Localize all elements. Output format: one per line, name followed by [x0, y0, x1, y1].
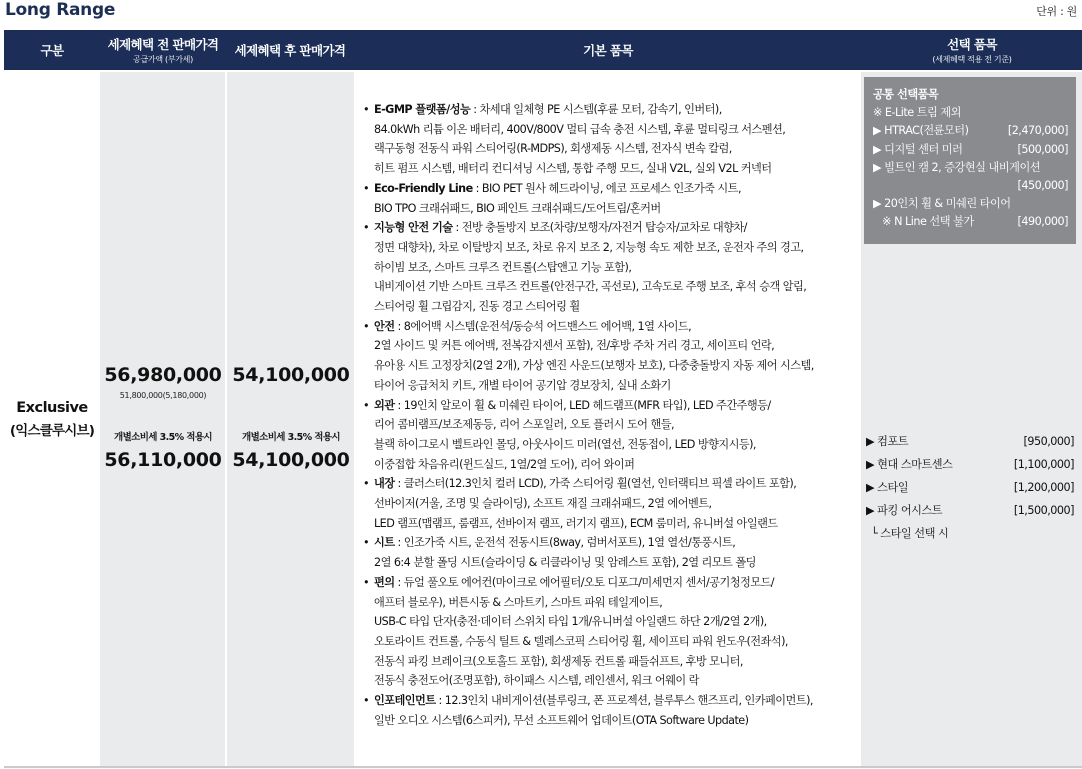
basic-item-line: [374, 396, 857, 416]
common-option-name: ▶ 디지털 센터 미러: [873, 142, 963, 156]
basic-item-text: 블랙 하이그로시 벨트라인 몰딩, 아웃사이드 미러(열선, 전동접이, LED 방향지시등),: [374, 437, 756, 451]
basic-item-line: [374, 139, 857, 159]
common-option-price: [450,000]: [1017, 179, 1068, 193]
common-option-name: ▶ HTRAC(전륜모터): [873, 124, 969, 138]
header-basic-items: [354, 30, 862, 70]
common-option-row: [873, 195, 1068, 213]
basic-item-line: [374, 376, 857, 396]
basic-item-text: 이중접합 차음유리(윈드실드, 1열/2열 도어), 리어 와이퍼: [374, 457, 635, 471]
option-row: [866, 476, 1074, 499]
basic-item-line: [374, 356, 857, 376]
option-price: [1,200,000]: [1013, 481, 1074, 494]
basic-item-text: : 8에어백 시스템(운전석/동승석 어드밴스드 에어백, 1열 사이드,: [394, 319, 692, 333]
basic-item-text: 유아용 시트 고정장치(2열 2개), 가상 엔진 사운드(보행자 보호), 다중충돌방지 자동 제어 시스템,: [374, 359, 814, 373]
basic-item-line: [374, 494, 857, 514]
basic-item-text: : 19인치 알로이 휠 & 미쉐린 타이어, LED 헤드램프(MFR 타입), LED 주간주행등/: [394, 398, 771, 412]
basic-item-line: [374, 435, 857, 455]
basic-item-line: [374, 593, 857, 613]
basic-item: [362, 573, 857, 691]
option-name: ▶ 스타일: [866, 481, 909, 494]
basic-item-line: [374, 100, 857, 120]
header-price-after: [226, 30, 354, 70]
header-options-sub: (세제혜택 적용 전 기준): [932, 55, 1012, 64]
common-option-row: [873, 141, 1068, 159]
basic-item-line: [374, 317, 857, 337]
basic-item-text: 스티어링 휠 그립감지, 진동 경고 스티어링 휠: [374, 300, 580, 314]
header-basic-items-label: 기본 품목: [583, 43, 633, 58]
price-after-tax: 54,100,000: [232, 449, 350, 471]
basic-item-text: 랙구동형 전동식 파워 스티어링(R-MDPS), 회생제동 시스템, 전자식 변속 칼럼,: [374, 142, 732, 156]
page-title: Long Range: [5, 0, 116, 20]
price-after-column: [227, 72, 354, 766]
basic-item-text: 선바이저(거울, 조명 및 슬라이딩), 소프트 재질 크래쉬패드, 2열 에어벤트,: [374, 497, 712, 511]
basic-item: [362, 317, 857, 396]
price-before: 56,980,000: [104, 364, 222, 386]
header-options-label: 선택 품목: [947, 37, 997, 52]
basic-items-list: [362, 100, 857, 731]
basic-item-line: [374, 691, 857, 711]
option-price: [1,100,000]: [1013, 458, 1074, 471]
common-options-title: 공통 선택품목: [873, 88, 939, 101]
common-option-row: [873, 177, 1068, 195]
basic-item-line: [374, 120, 857, 140]
basic-item-text: 84.0kWh 리튬 이온 배터리, 400V/800V 멀티 급속 충전 시스템, 후륜 멀티링크 서스펜션,: [374, 122, 786, 136]
basic-item-text: LED 램프(맵램프, 룸램프, 선바이저 램프, 러기지 램프), ECM 룸미러, 유니버설 아일랜드: [374, 516, 778, 530]
basic-item-text: 전동식 파킹 브레이크(오토홀드 포함), 회생제동 컨트롤 패들쉬프트, 후방 모니터,: [374, 654, 743, 668]
common-option-price: [500,000]: [1017, 142, 1068, 156]
basic-item-text: : 차세대 일체형 PE 시스템(후륜 모터, 감속기, 인버터),: [470, 103, 722, 116]
basic-item-line: [374, 336, 857, 356]
basic-item: [362, 100, 857, 179]
basic-item-line: [374, 297, 857, 317]
basic-item-line: [374, 277, 857, 297]
basic-item-category: 안전: [374, 319, 395, 333]
basic-item-line: [374, 159, 857, 179]
basic-item-text: : 전방 충돌방지 보조(차량/보행자/자전거 탑승자/교차로 대향차/: [452, 221, 747, 235]
common-option-name: ▶ 빌트인 캠 2, 증강현실 내비게이션: [873, 160, 1041, 174]
basic-item-text: 타이어 응급처치 키트, 개별 타이어 공기압 경보장치, 실내 소화기: [374, 378, 671, 392]
common-option-name: ▶ 20인치 휠 & 미쉐린 타이어: [873, 197, 1011, 211]
header-options: [862, 30, 1082, 70]
header-price-after-label: 세제혜택 후 판매가격: [234, 43, 346, 58]
basic-item-line: [374, 474, 857, 494]
basic-item-text: 리어 콤비램프/보조제동등, 리어 스포일러, 오토 플러시 도어 핸들,: [374, 418, 674, 432]
basic-item-line: [374, 258, 857, 278]
basic-item-line: [374, 415, 857, 435]
common-option-price: [2,470,000]: [1007, 124, 1068, 138]
common-option-row: [873, 213, 1068, 231]
basic-item-text: : 클러스터(12.3인치 컬러 LCD), 가죽 스티어링 휠(열선, 인터랙티브 픽셀 라이트 포함),: [394, 477, 797, 491]
basic-item-category: 내장: [374, 477, 395, 491]
basic-item-line: [374, 218, 857, 238]
basic-item-text: USB-C 타입 단자(충전·데이터 스위치 타입 1개/유니버설 아일랜드 하단 2개/2열 2개),: [374, 615, 767, 629]
header-price-before-sub: 공급가액 (부가세): [133, 55, 193, 64]
basic-item-line: [374, 514, 857, 534]
basic-item-category: E-GMP 플랫폼/성능: [374, 103, 471, 116]
basic-item-text: 2열 사이드 및 커튼 에어백, 전복감지센서 포함), 전/후방 주차 거리 경고, 세이프티 언락,: [374, 339, 775, 353]
unit-label: 단위 : 원: [1036, 5, 1077, 18]
basic-item-line: [374, 652, 857, 672]
options-list: [866, 430, 1074, 545]
header-category-label: 구분: [40, 43, 64, 58]
option-row: [866, 453, 1074, 476]
basic-item-category: 인포테인먼트: [374, 694, 436, 708]
price-after: 54,100,000: [232, 364, 350, 386]
basic-item-line: [374, 455, 857, 475]
option-name: ▶ 현대 스마트센스: [866, 458, 953, 471]
basic-item-line: [374, 179, 857, 199]
basic-item-text: BIO TPO 크래쉬패드, BIO 페인트 크래쉬패드/도어트림/혼커버: [374, 201, 661, 215]
common-option-name: ※ N Line 선택 불가: [873, 215, 974, 229]
trim-cell: [4, 72, 100, 766]
option-price: [950,000]: [1023, 435, 1074, 448]
basic-item-line: [374, 573, 857, 593]
trim-name: Exclusive: [16, 399, 88, 416]
basic-item-text: 오토라이트 컨트롤, 수동식 틸트 & 텔레스코픽 스티어링 휠, 세이프티 파워 윈도우(전좌석),: [374, 634, 788, 648]
price-before-column: [100, 72, 225, 766]
trim-name-kr: (익스클루시브): [9, 422, 95, 439]
basic-item-line: [374, 553, 857, 573]
basic-item-category: 편의: [374, 575, 395, 589]
table-header: [4, 30, 1082, 70]
basic-item-line: [374, 238, 857, 258]
basic-item: [362, 218, 857, 317]
common-option-row: [873, 122, 1068, 140]
basic-item-text: 2열 6:4 분할 폴딩 시트(슬라이딩 & 리클라이닝 및 암레스트 포함), 2열 리모트 폴딩: [374, 556, 756, 570]
basic-item-text: : BIO PET 원사 헤드라이닝, 에코 프로세스 인조가죽 시트,: [472, 181, 741, 195]
option-price: [1,500,000]: [1013, 504, 1074, 517]
basic-item-category: 시트: [374, 536, 395, 550]
option-row: [866, 430, 1074, 453]
basic-item-text: 내비게이션 기반 스마트 크루즈 컨트롤(안전구간, 곡선로), 고속도로 주행 보조, 후석 승객 알림,: [374, 280, 807, 294]
basic-item-line: [374, 533, 857, 553]
basic-item-line: [374, 199, 857, 219]
basic-item-text: 애프터 블로우), 버튼시동 & 스마트키, 스마트 파워 테일게이트,: [374, 595, 663, 609]
basic-item-text: 정면 대향차), 차로 이탈방지 보조, 차로 유지 보조 2, 지능형 속도 제한 보조, 운전자 주의 경고,: [374, 240, 804, 254]
tax-label-before: 개별소비세 3.5% 적용시: [114, 432, 212, 443]
basic-item-text: : 듀얼 풀오토 에어컨(마이크로 에어필터/오토 디포그/미세먼지 센서/공기청정모드/: [394, 575, 774, 589]
basic-item-line: [374, 632, 857, 652]
basic-item-text: : 인조가죽 시트, 운전석 전동시트(8way, 럼버서포트), 1열 열선/통풍시트,: [394, 536, 736, 550]
header-price-before: [100, 30, 226, 70]
price-before-supply: 51,800,000(5,180,000): [119, 391, 207, 400]
basic-item-category: 지능형 안전 기술: [374, 221, 453, 235]
basic-item-line: [374, 612, 857, 632]
option-note: └ 스타일 선택 시: [871, 527, 949, 540]
basic-item-text: 하이빔 보조, 스마트 크루즈 컨트롤(스탑앤고 기능 포함),: [374, 260, 632, 274]
basic-item-text: 히트 펌프 시스템, 배터리 컨디셔닝 시스템, 통합 주행 모드, 실내 V2L, 실외 V2L 커넥터: [374, 162, 772, 176]
basic-item-text: : 12.3인치 내비게이션(블루링크, 폰 프로젝션, 블루투스 핸즈프리, 인카페이먼트),: [435, 694, 813, 708]
common-option-row: [873, 159, 1068, 177]
basic-item: [362, 396, 857, 475]
basic-item: [362, 474, 857, 533]
header-price-before-label: 세제혜택 전 판매가격: [107, 37, 219, 52]
basic-item-category: Eco-Friendly Line: [374, 181, 473, 195]
price-before-tax: 56,110,000: [104, 449, 222, 471]
tax-label-after: 개별소비세 3.5% 적용시: [242, 432, 340, 443]
basic-item: [362, 533, 857, 572]
option-row: [866, 499, 1074, 522]
header-category: [4, 30, 100, 70]
table-bottom-border: [4, 766, 1082, 768]
option-name: ▶ 컴포트: [866, 435, 909, 448]
common-option-price: [490,000]: [1017, 215, 1068, 229]
basic-item: [362, 691, 857, 730]
basic-item-text: 일반 오디오 시스템(6스피커), 무선 소프트웨어 업데이트(OTA Software Update): [374, 713, 749, 727]
common-options-note: ※ E-Lite 트림 제외: [873, 106, 961, 120]
common-options-box: [864, 77, 1076, 244]
basic-item-text: 전동식 충전도어(조명포함), 하이패스 시스템, 레인센서, 워크 어웨이 락: [374, 674, 699, 688]
basic-item-line: [374, 671, 857, 691]
basic-item-line: [374, 711, 857, 731]
basic-item-category: 외관: [374, 398, 395, 412]
basic-item: [362, 179, 857, 218]
option-name: ▶ 파킹 어시스트: [866, 504, 943, 517]
